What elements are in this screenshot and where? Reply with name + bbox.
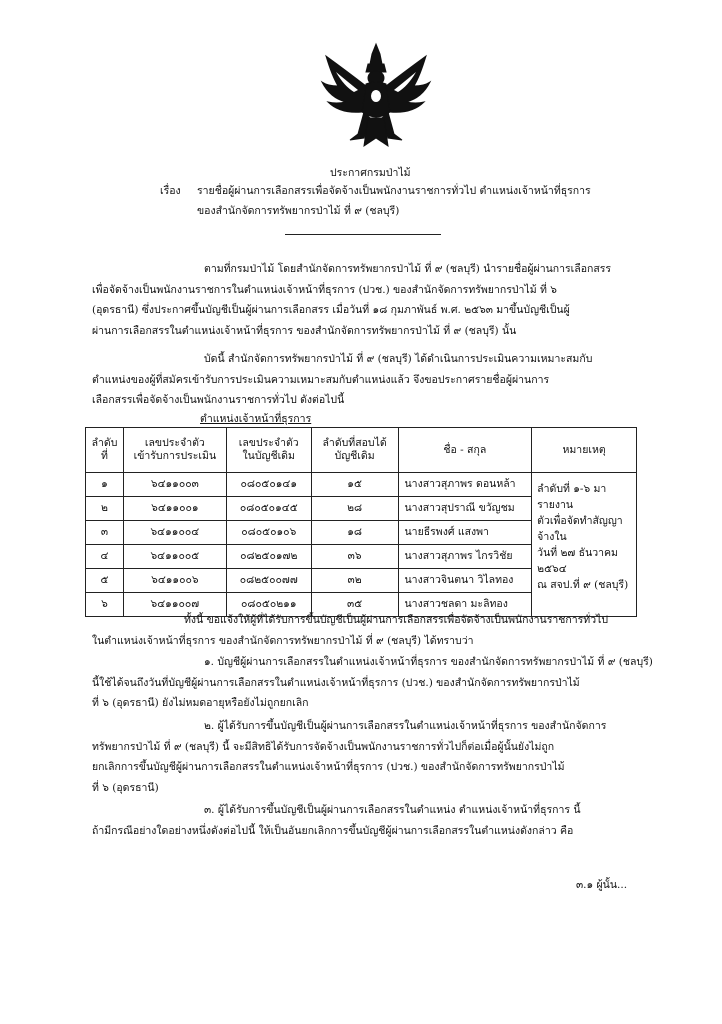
paragraph-2-line: เลือกสรรเพื่อจัดจ้างเป็นพนักงานราชการทั่วไป ดังต่อไปนี้ <box>92 394 345 406</box>
cell-order: ๕ <box>86 569 124 593</box>
cell-old-id: ๐๘๒๕๐๑๗๒ <box>226 545 311 569</box>
item-1-line: ที่ ๖ (อุดรธานี) ยังไม่หมดอายุหรือยังไม่ถูกยกเลิก <box>92 697 309 709</box>
item-2 <box>92 716 606 798</box>
paragraph-1-line: เพื่อจัดจ้างเป็นพนักงานราชการในตำแหน่งเจ้าหน้าที่ธุรการ (ปวช.) ของสำนักจัดการทรัพยากรป่าไม้ ที่ ๖ <box>92 283 557 296</box>
item-2-line: ทรัพยากรป่าไม้ ที่ ๙ (ชลบุรี) นี้ จะมีสิทธิได้รับการจัดจ้างเป็นพนักงานราชการทั่วไปก็ต่อเมื่อผู้นั้นยังไม่ถูก <box>92 740 555 753</box>
remark-line: ตัวเพื่อจัดทำสัญญาจ้างใน <box>537 515 623 543</box>
table-row <box>86 473 637 497</box>
paragraph-2-line: ตำแหน่งของผู้ที่สมัครเข้ารับการประเมินความเหมาะสมกับตำแหน่งแล้ว จึงขอประกาศรายชื่อผู้ผ่านการ <box>92 373 550 386</box>
header-old-rank: ลำดับที่สอบได้ บัญชีเดิม <box>311 428 398 473</box>
remark-line: ณ สจป.ที่ ๙ (ชลบุรี) <box>537 579 629 591</box>
header-remark: หมายเหตุ <box>532 428 637 473</box>
cell-name: นางสาวสุภาพร ดอนหล้า <box>398 473 532 497</box>
cell-order: ๔ <box>86 545 124 569</box>
cell-old-rank: ๓๕ <box>311 593 398 617</box>
cell-order: ๒ <box>86 497 124 521</box>
cell-order: ๑ <box>86 473 124 497</box>
cell-old-id: ๐๘๐๕๐๑๔๕ <box>226 497 311 521</box>
garuda-emblem-icon <box>318 42 434 154</box>
cell-name: นางสาวจินตนา วิไลทอง <box>398 569 532 593</box>
cell-assess-id: ๖๔๑๑๐๐๕ <box>123 545 226 569</box>
cell-old-rank: ๓๖ <box>311 545 398 569</box>
item-3-line: ถ้ามีกรณีอย่างใดอย่างหนึ่งดังต่อไปนี้ ให้เป็นอันยกเลิกการขึ้นบัญชีผู้ผ่านการเลือกสรรในตำแหน่งดังกล่าว คือ <box>92 824 574 837</box>
paragraph-1 <box>92 259 611 341</box>
paragraph-3-line: ในตำแหน่งเจ้าหน้าที่ธุรการ ของสำนักจัดการทรัพยากรป่าไม้ ที่ ๙ (ชลบุรี) ได้ทราบว่า <box>92 634 474 647</box>
item-2-line: ๒. ผู้ได้รับการขึ้นบัญชีเป็นผู้ผ่านการเลือกสรรในตำแหน่งเจ้าหน้าที่ธุรการ ของสำนักจัดการ <box>204 720 607 732</box>
header-old-id: เลขประจำตัว ในบัญชีเดิม <box>226 428 311 473</box>
cell-order: ๓ <box>86 521 124 545</box>
header-order: ลำดับ ที่ <box>86 428 124 473</box>
paragraph-3 <box>92 610 608 651</box>
cell-assess-id: ๖๔๑๑๐๐๔ <box>123 521 226 545</box>
cell-assess-id: ๖๔๑๑๐๐๑ <box>123 497 226 521</box>
cell-old-id: ๐๘๐๕๐๒๑๑ <box>226 593 311 617</box>
announcement-agency: ประกาศกรมป่าไม้ <box>330 167 411 179</box>
cell-old-id: ๐๘๐๕๐๑๐๖ <box>226 521 311 545</box>
paragraph-1-line: ผ่านการเลือกสรรในตำแหน่งเจ้าหน้าที่ธุรการ ของสำนักจัดการทรัพยากรป่าไม้ ที่ ๙ (ชลบุรี) นั้น <box>92 324 517 337</box>
remark-line: วันที่ ๒๗ ธันวาคม ๒๕๖๔ <box>537 547 618 575</box>
item-1-line: นี้ใช้ได้จนถึงวันที่บัญชีผู้ผ่านการเลือกสรรในตำแหน่งเจ้าหน้าที่ธุรการ (ปวช.) ของสำนักจัดการทรัพยากรป่าไม้ <box>92 676 580 689</box>
header-name: ชื่อ - สกุล <box>398 428 532 473</box>
item-1-line: ๑. บัญชีผู้ผ่านการเลือกสรรในตำแหน่งเจ้าหน้าที่ธุรการ ของสำนักจัดการทรัพยากรป่าไม้ ที่ ๙ (ชลบุรี) <box>204 656 653 668</box>
cell-old-rank: ๑๘ <box>311 521 398 545</box>
cell-name: นางสาวสุภาพร ไกรวิชัย <box>398 545 532 569</box>
item-3-line: ๓. ผู้ได้รับการขึ้นบัญชีเป็นผู้ผ่านการเลือกสรรในตำแหน่ง ตำแหน่งเจ้าหน้าที่ธุรการ นี้ <box>204 804 581 816</box>
cell-assess-id: ๖๔๑๑๐๐๗ <box>123 593 226 617</box>
cell-name: นายธีรพงศ์ แสงพา <box>398 521 532 545</box>
subject-label: เรื่อง <box>160 185 181 197</box>
item-1 <box>92 652 653 714</box>
header-assess-id: เลขประจำตัว เข้ารับการประเมิน <box>123 428 226 473</box>
header-divider <box>285 234 441 235</box>
paragraph-3-line: ทั้งนี้ ขอแจ้งให้ผู้ที่ได้รับการขึ้นบัญชีเป็นผู้ผ่านการเลือกสรรเพื่อจัดจ้างเป็นพนักงานราชการทั่วไป <box>184 614 609 626</box>
paragraph-1-line: ตามที่กรมป่าไม้ โดยสำนักจัดการทรัพยากรป่าไม้ ที่ ๙ (ชลบุรี) นำรายชื่อผู้ผ่านการเลือกสรร <box>204 263 612 275</box>
remark-line: ลำดับที่ ๑-๖ มารายงาน <box>537 483 607 511</box>
roster-table <box>85 427 637 617</box>
subject-line-2: ของสำนักจัดการทรัพยากรป่าไม้ ที่ ๙ (ชลบุรี) <box>197 205 400 217</box>
paragraph-2-line: บัดนี้ สำนักจัดการทรัพยากรป่าไม้ ที่ ๙ (ชลบุรี) ได้ดำเนินการประเมินความเหมาะสมกับ <box>204 353 593 365</box>
cell-old-id: ๐๘๐๕๐๑๔๑ <box>226 473 311 497</box>
item-2-line: ยกเลิกการขึ้นบัญชีผู้ผ่านการเลือกสรรในตำแหน่งเจ้าหน้าที่ธุรการ (ปวช.) ของสำนักจัดการทรัพยากรป่าไม้ <box>92 761 565 773</box>
table-header-row <box>86 428 637 473</box>
cell-order: ๖ <box>86 593 124 617</box>
position-heading: ตำแหน่งเจ้าหน้าที่ธุรการ <box>200 413 312 425</box>
cell-old-id: ๐๘๒๕๐๐๗๗ <box>226 569 311 593</box>
paragraph-2 <box>92 349 592 411</box>
paragraph-1-line: (อุดรธานี) ซึ่งประกาศขึ้นบัญชีเป็นผู้ผ่านการเลือกสรร เมื่อวันที่ ๑๘ กุมภาพันธ์ พ.ศ. ๒๕๖๓ มาขึ้นบัญชีเป็นผู้ <box>92 304 570 316</box>
cell-assess-id: ๖๔๑๑๐๐๓ <box>123 473 226 497</box>
cell-assess-id: ๖๔๑๑๐๐๖ <box>123 569 226 593</box>
cell-old-rank: ๒๘ <box>311 497 398 521</box>
subject-line-1: รายชื่อผู้ผ่านการเลือกสรรเพื่อจัดจ้างเป็นพนักงานราชการทั่วไป ตำแหน่งเจ้าหน้าที่ธุรการ <box>197 185 591 197</box>
cell-old-rank: ๓๒ <box>311 569 398 593</box>
item-3 <box>92 800 581 841</box>
cell-remark <box>532 473 637 617</box>
cell-name: นางสาวสุปราณี ขวัญชม <box>398 497 532 521</box>
item-2-line: ที่ ๖ (อุดรธานี) <box>92 781 159 794</box>
cell-old-rank: ๑๕ <box>311 473 398 497</box>
cell-name: นางสาวชลดา มะลิทอง <box>398 593 532 617</box>
continuation-marker: ๓.๑ ผู้นั้น... <box>576 879 628 891</box>
